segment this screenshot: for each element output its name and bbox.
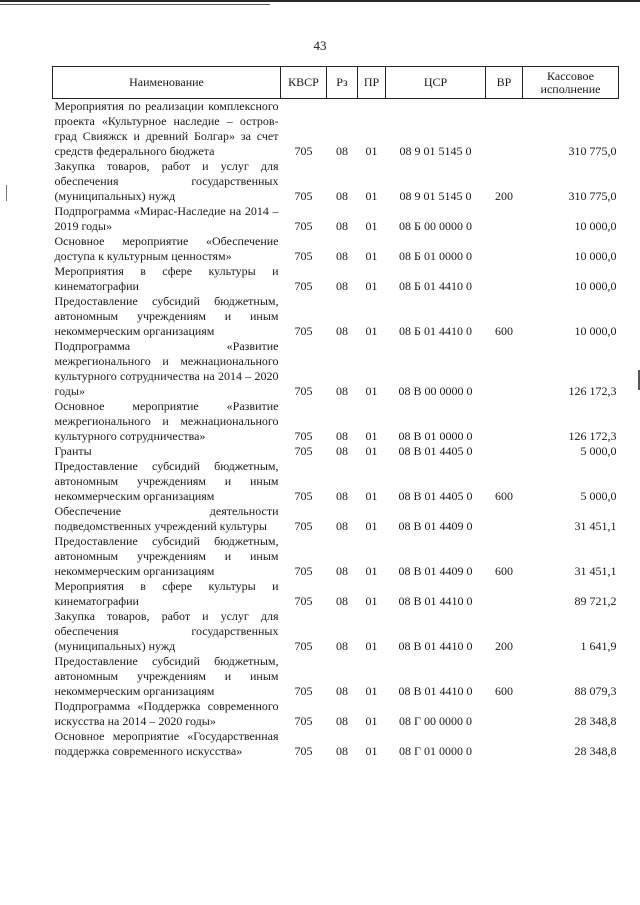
cell-pr: 01 bbox=[365, 564, 378, 578]
cell-vr: 600 bbox=[495, 324, 513, 338]
cell-pr: 01 bbox=[365, 144, 378, 158]
cell-vr: 600 bbox=[495, 489, 513, 503]
cell-rz: 08 bbox=[336, 489, 348, 503]
cell-kvsr: 705 bbox=[294, 384, 313, 398]
table-row bbox=[53, 699, 619, 729]
cell-rz: 08 bbox=[336, 519, 348, 533]
cell-pr: 01 bbox=[365, 429, 378, 443]
cell-kvsr: 705 bbox=[294, 714, 313, 728]
cell-rz: 08 bbox=[336, 429, 348, 443]
cell-rz: 08 bbox=[336, 564, 348, 578]
scan-mark-left bbox=[6, 185, 7, 201]
cell-vr bbox=[486, 339, 523, 399]
header-kvsr: КВСР bbox=[281, 67, 327, 99]
cell-pr: 01 bbox=[365, 714, 378, 728]
budget-execution-table bbox=[52, 66, 619, 759]
table-row bbox=[53, 339, 619, 399]
cell-csr: 08 9 01 5145 0 bbox=[399, 144, 472, 158]
table-row bbox=[53, 264, 619, 294]
cell-amount: 126 172,3 bbox=[568, 384, 617, 398]
cell-csr: 08 Б 00 0000 0 bbox=[399, 219, 472, 233]
cell-rz: 08 bbox=[336, 144, 348, 158]
cell-csr: 08 В 01 4405 0 bbox=[398, 489, 473, 503]
cell-amount: 10 000,0 bbox=[574, 219, 617, 233]
table-row bbox=[53, 399, 619, 444]
cell-kvsr: 705 bbox=[294, 639, 313, 653]
cell-name: Гранты bbox=[54, 444, 92, 458]
cell-csr: 08 Г 01 0000 0 bbox=[399, 744, 472, 758]
table-row bbox=[53, 204, 619, 234]
cell-amount: 31 451,1 bbox=[574, 564, 617, 578]
cell-kvsr: 705 bbox=[294, 324, 313, 338]
cell-rz: 08 bbox=[336, 384, 348, 398]
cell-vr: 200 bbox=[495, 639, 513, 653]
table-row bbox=[53, 534, 619, 579]
cell-kvsr: 705 bbox=[294, 144, 313, 158]
header-rz: Рз bbox=[327, 67, 358, 99]
cell-rz: 08 bbox=[336, 279, 348, 293]
cell-name: Обеспечение деятельности подведомственных учреждений культуры bbox=[54, 504, 279, 533]
cell-amount: 88 079,3 bbox=[574, 684, 617, 698]
cell-vr bbox=[486, 579, 523, 609]
cell-pr: 01 bbox=[365, 519, 378, 533]
cell-rz: 08 bbox=[336, 219, 348, 233]
scan-border-line bbox=[0, 4, 270, 5]
cell-pr: 01 bbox=[365, 489, 378, 503]
cell-name: Предоставление субсидий бюджетным, автономным учреждениям и иным некоммерческим организациям bbox=[54, 534, 279, 578]
cell-rz: 08 bbox=[336, 594, 348, 608]
cell-csr: 08 В 01 4410 0 bbox=[398, 594, 473, 608]
cell-vr bbox=[486, 399, 523, 444]
cell-amount: 126 172,3 bbox=[568, 429, 617, 443]
cell-name: Подпрограмма «Развитие межрегионального и межнационального культурного сотрудничества на 2014 – 2020 годы» bbox=[54, 339, 279, 398]
header-amount-line1: Кассовое bbox=[547, 68, 594, 83]
cell-amount: 28 348,8 bbox=[574, 744, 617, 758]
cell-amount: 310 775,0 bbox=[568, 144, 617, 158]
cell-csr: 08 Б 01 4410 0 bbox=[399, 324, 472, 338]
cell-rz: 08 bbox=[336, 744, 348, 758]
cell-rz: 08 bbox=[336, 639, 348, 653]
cell-amount: 310 775,0 bbox=[568, 189, 617, 203]
cell-csr: 08 В 01 4409 0 bbox=[398, 564, 473, 578]
table-body bbox=[53, 99, 619, 760]
cell-name: Предоставление субсидий бюджетным, автономным учреждениям и иным некоммерческим организациям bbox=[54, 459, 279, 503]
cell-pr: 01 bbox=[365, 324, 378, 338]
cell-vr: 200 bbox=[495, 189, 513, 203]
cell-vr bbox=[486, 99, 523, 160]
cell-amount: 89 721,2 bbox=[574, 594, 617, 608]
cell-pr: 01 bbox=[365, 189, 378, 203]
cell-amount: 10 000,0 bbox=[574, 279, 617, 293]
cell-kvsr: 705 bbox=[294, 279, 313, 293]
cell-name: Мероприятия в сфере культуры и кинематографии bbox=[54, 579, 279, 608]
cell-name: Основное мероприятие «Государственная поддержка современного искусства» bbox=[54, 729, 279, 758]
cell-name: Закупка товаров, работ и услуг для обеспечения государственных (муниципальных) нужд bbox=[54, 159, 279, 203]
cell-csr: 08 9 01 5145 0 bbox=[399, 189, 472, 203]
table-row bbox=[53, 99, 619, 160]
cell-kvsr: 705 bbox=[294, 744, 313, 758]
cell-amount: 31 451,1 bbox=[574, 519, 617, 533]
cell-kvsr: 705 bbox=[294, 594, 313, 608]
cell-rz: 08 bbox=[336, 324, 348, 338]
cell-vr bbox=[486, 264, 523, 294]
table-row bbox=[53, 159, 619, 204]
cell-kvsr: 705 bbox=[294, 249, 313, 263]
cell-pr: 01 bbox=[365, 279, 378, 293]
table-row bbox=[53, 444, 619, 459]
table-row bbox=[53, 579, 619, 609]
table-row bbox=[53, 294, 619, 339]
cell-csr: 08 В 01 4405 0 bbox=[398, 444, 473, 458]
header-amount bbox=[523, 67, 619, 99]
cell-name: Подпрограмма «Мирас-Наследие на 2014 – 2019 годы» bbox=[54, 204, 279, 233]
cell-vr: 600 bbox=[495, 564, 513, 578]
cell-vr bbox=[486, 444, 523, 459]
table-row bbox=[53, 609, 619, 654]
cell-csr: 08 Г 00 0000 0 bbox=[399, 714, 472, 728]
cell-name: Закупка товаров, работ и услуг для обеспечения государственных (муниципальных) нужд bbox=[54, 609, 279, 653]
cell-pr: 01 bbox=[365, 594, 378, 608]
cell-vr bbox=[486, 204, 523, 234]
cell-pr: 01 bbox=[365, 384, 378, 398]
cell-rz: 08 bbox=[336, 684, 348, 698]
cell-csr: 08 В 01 4409 0 bbox=[398, 519, 473, 533]
cell-kvsr: 705 bbox=[294, 189, 313, 203]
header-vr: ВР bbox=[486, 67, 523, 99]
cell-pr: 01 bbox=[365, 744, 378, 758]
page-number: 43 bbox=[313, 38, 327, 53]
cell-amount: 10 000,0 bbox=[574, 249, 617, 263]
cell-vr bbox=[486, 234, 523, 264]
cell-csr: 08 В 01 4410 0 bbox=[398, 639, 473, 653]
cell-amount: 28 348,8 bbox=[574, 714, 617, 728]
cell-kvsr: 705 bbox=[294, 429, 313, 443]
cell-rz: 08 bbox=[336, 714, 348, 728]
cell-name: Предоставление субсидий бюджетным, автономным учреждениям и иным некоммерческим организациям bbox=[54, 654, 279, 698]
table-header bbox=[53, 67, 619, 99]
cell-rz: 08 bbox=[336, 249, 348, 263]
cell-csr: 08 В 01 4410 0 bbox=[398, 684, 473, 698]
cell-csr: 08 Б 01 4410 0 bbox=[399, 279, 472, 293]
header-csr: ЦСР bbox=[386, 67, 486, 99]
cell-pr: 01 bbox=[365, 684, 378, 698]
table-row bbox=[53, 504, 619, 534]
cell-vr: 600 bbox=[495, 684, 513, 698]
table-row bbox=[53, 729, 619, 759]
cell-vr bbox=[486, 504, 523, 534]
header-name: Наименование bbox=[53, 67, 281, 99]
cell-csr: 08 В 00 0000 0 bbox=[398, 384, 473, 398]
cell-vr bbox=[486, 699, 523, 729]
header-amount-line2: исполнение bbox=[540, 81, 601, 96]
cell-kvsr: 705 bbox=[294, 219, 313, 233]
scan-border-top bbox=[0, 0, 640, 2]
cell-amount: 5 000,0 bbox=[580, 489, 617, 503]
cell-csr: 08 Б 01 0000 0 bbox=[399, 249, 472, 263]
cell-amount: 1 641,9 bbox=[580, 639, 617, 653]
cell-vr bbox=[486, 729, 523, 759]
cell-name: Предоставление субсидий бюджетным, автономным учреждениям и иным некоммерческим организациям bbox=[54, 294, 279, 338]
cell-csr: 08 В 01 0000 0 bbox=[398, 429, 473, 443]
cell-name: Подпрограмма «Поддержка современного искусства на 2014 – 2020 годы» bbox=[54, 699, 279, 728]
cell-amount: 10 000,0 bbox=[574, 324, 617, 338]
cell-kvsr: 705 bbox=[294, 564, 313, 578]
cell-kvsr: 705 bbox=[294, 489, 313, 503]
cell-name: Основное мероприятие «Развитие межрегионального и межнационального культурного сотрудничества» bbox=[54, 399, 279, 443]
cell-pr: 01 bbox=[365, 639, 378, 653]
table-row bbox=[53, 654, 619, 699]
table-row bbox=[53, 234, 619, 264]
cell-pr: 01 bbox=[365, 219, 378, 233]
cell-pr: 01 bbox=[365, 444, 378, 458]
cell-kvsr: 705 bbox=[294, 684, 313, 698]
cell-name: Мероприятия по реализации комплексного проекта «Культурное наследие – остров-град Свияжск и древний Болгар» за счет средств федерального бюджета bbox=[54, 99, 279, 158]
cell-rz: 08 bbox=[336, 444, 348, 458]
cell-kvsr: 705 bbox=[294, 444, 313, 458]
table-row bbox=[53, 459, 619, 504]
cell-pr: 01 bbox=[365, 249, 378, 263]
cell-kvsr: 705 bbox=[294, 519, 313, 533]
cell-rz: 08 bbox=[336, 189, 348, 203]
header-pr: ПР bbox=[358, 67, 386, 99]
cell-name: Мероприятия в сфере культуры и кинематографии bbox=[54, 264, 279, 293]
cell-name: Основное мероприятие «Обеспечение доступа к культурным ценностям» bbox=[54, 234, 279, 263]
cell-amount: 5 000,0 bbox=[580, 444, 617, 458]
